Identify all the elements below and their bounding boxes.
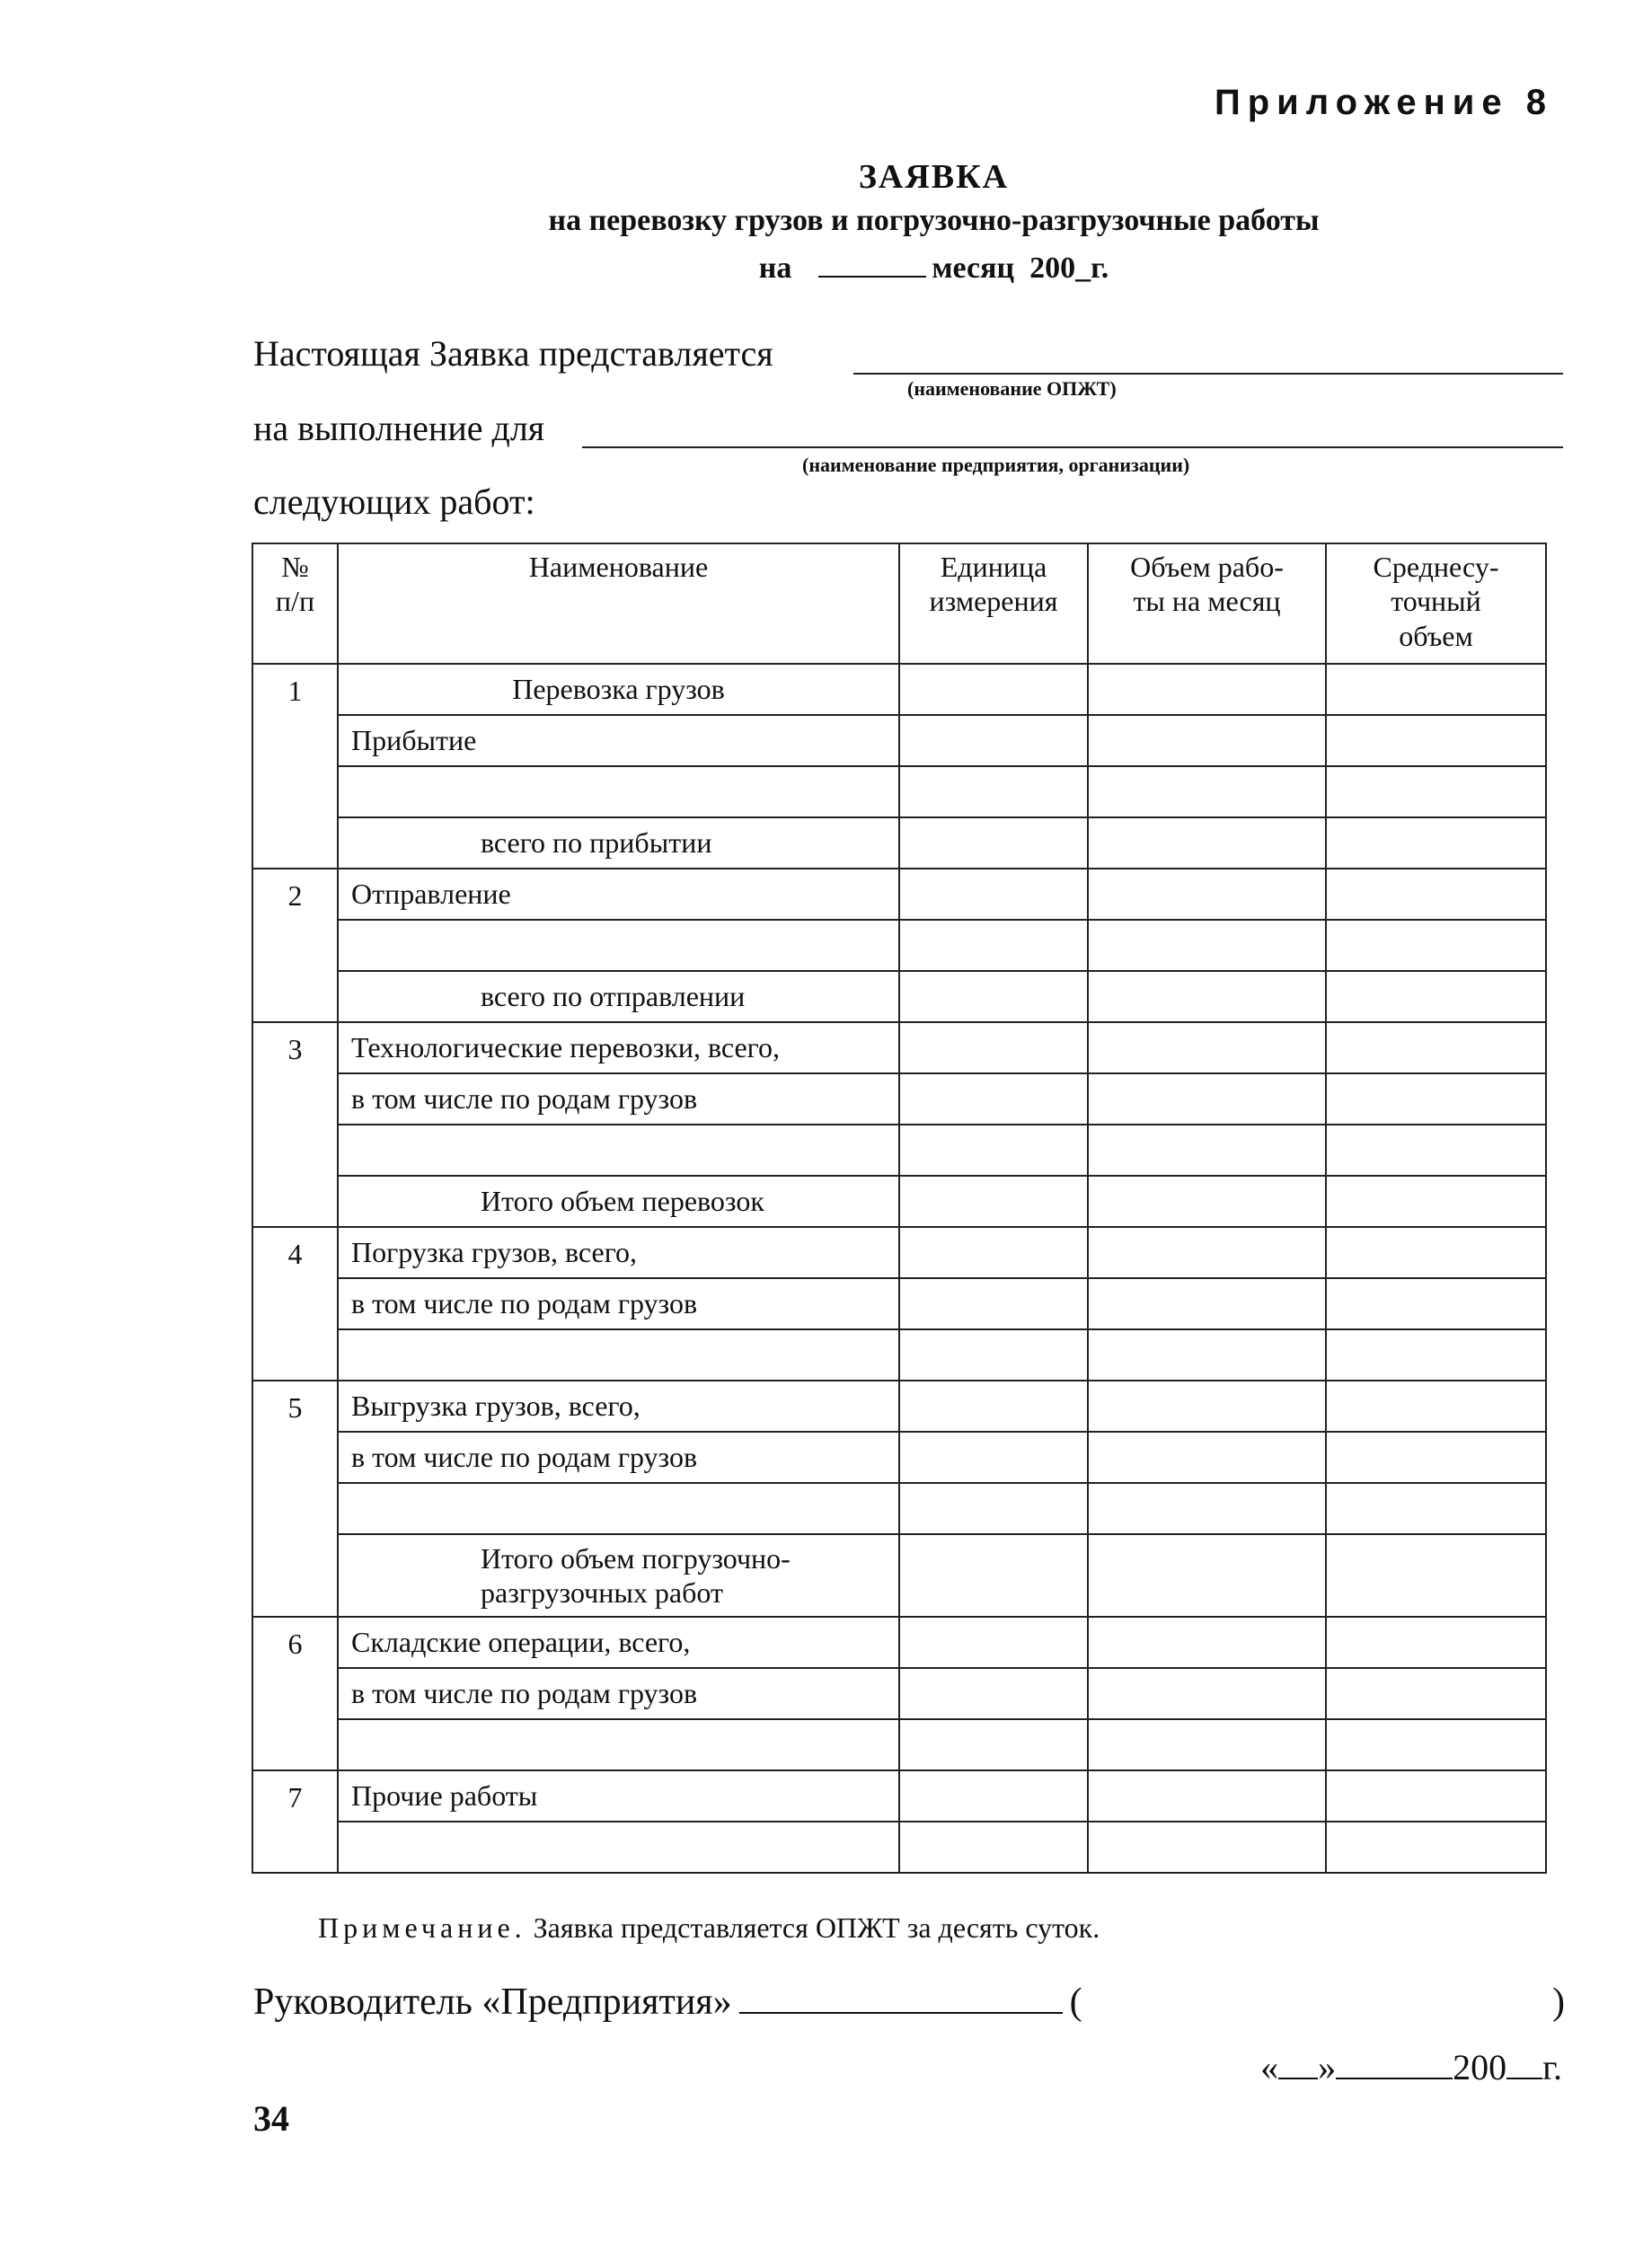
table-row bbox=[252, 1432, 1546, 1483]
table-row bbox=[252, 1483, 1546, 1534]
volume-cell[interactable] bbox=[1088, 1176, 1326, 1227]
date-line bbox=[1260, 2046, 1562, 2088]
table-row bbox=[252, 1329, 1546, 1381]
volume-cell[interactable] bbox=[1088, 920, 1326, 971]
note-text: Заявка представляется ОПЖТ за десять суток. bbox=[533, 1911, 1100, 1944]
row-number-cell: 7 bbox=[252, 1770, 338, 1873]
unit-cell[interactable] bbox=[899, 1617, 1088, 1668]
signature-line bbox=[253, 1981, 1565, 2024]
volume-cell[interactable] bbox=[1088, 1770, 1326, 1822]
header-daily-line: объем bbox=[1399, 619, 1473, 652]
daily-cell[interactable] bbox=[1326, 1432, 1546, 1483]
for-caption: (наименование предприятия, организации) bbox=[802, 454, 1190, 476]
daily-cell[interactable] bbox=[1326, 817, 1546, 869]
appendix-label: Приложение 8 bbox=[1215, 83, 1553, 122]
table-row bbox=[252, 1125, 1546, 1176]
unit-cell[interactable] bbox=[899, 715, 1088, 766]
daily-cell[interactable] bbox=[1326, 1617, 1546, 1668]
unit-cell[interactable] bbox=[899, 1073, 1088, 1125]
note bbox=[318, 1911, 1100, 1945]
row-name-line: разгрузочных работ bbox=[481, 1576, 723, 1609]
header-volume bbox=[1088, 543, 1326, 664]
table-row bbox=[252, 1822, 1546, 1873]
table-row bbox=[252, 1617, 1546, 1668]
unit-cell[interactable] bbox=[899, 920, 1088, 971]
volume-cell[interactable] bbox=[1088, 1668, 1326, 1719]
table-row bbox=[252, 1534, 1546, 1617]
volume-cell[interactable] bbox=[1088, 1534, 1326, 1617]
unit-cell[interactable] bbox=[899, 1381, 1088, 1432]
table-row bbox=[252, 1719, 1546, 1770]
header-unit-line: измерения bbox=[929, 585, 1058, 618]
table-row bbox=[252, 766, 1546, 817]
signature-close-paren: ) bbox=[1552, 1981, 1565, 2023]
unit-cell[interactable] bbox=[899, 971, 1088, 1022]
header-name bbox=[338, 543, 899, 664]
page-number: 34 bbox=[253, 2098, 289, 2139]
presented-label: Настоящая Заявка представляется bbox=[253, 333, 773, 374]
date-suffix: г. bbox=[1542, 2047, 1562, 2087]
daily-cell[interactable] bbox=[1326, 664, 1546, 715]
daily-cell[interactable] bbox=[1326, 971, 1546, 1022]
daily-cell[interactable] bbox=[1326, 1022, 1546, 1073]
header-daily bbox=[1326, 543, 1546, 664]
header-volume-line: Объем рабо- bbox=[1130, 551, 1284, 583]
row-number-cell: 1 bbox=[252, 664, 338, 869]
row-name-cell: Прибытие bbox=[338, 715, 899, 766]
header-volume-line: ты на месяц bbox=[1133, 585, 1281, 618]
table-row bbox=[252, 1278, 1546, 1329]
volume-cell[interactable] bbox=[1088, 817, 1326, 869]
daily-cell[interactable] bbox=[1326, 1483, 1546, 1534]
table-header-row bbox=[252, 543, 1546, 664]
unit-cell[interactable] bbox=[899, 1668, 1088, 1719]
table-row bbox=[252, 1073, 1546, 1125]
month-blank bbox=[818, 276, 926, 278]
header-num-line: № bbox=[281, 551, 309, 583]
row-name-cell: Прочие работы bbox=[338, 1770, 899, 1822]
volume-cell[interactable] bbox=[1088, 1719, 1326, 1770]
header-unit-line: Единица bbox=[940, 551, 1047, 583]
table-row bbox=[252, 817, 1546, 869]
volume-cell[interactable] bbox=[1088, 869, 1326, 920]
header-unit bbox=[899, 543, 1088, 664]
row-name-cell: Итого объем перевозок bbox=[338, 1176, 899, 1227]
daily-cell[interactable] bbox=[1326, 1278, 1546, 1329]
volume-cell[interactable] bbox=[1088, 1617, 1326, 1668]
daily-cell[interactable] bbox=[1326, 1073, 1546, 1125]
table-row bbox=[252, 1770, 1546, 1822]
table-row bbox=[252, 1176, 1546, 1227]
unit-cell[interactable] bbox=[899, 869, 1088, 920]
unit-cell[interactable] bbox=[899, 1534, 1088, 1617]
period-year: 200_г. bbox=[1029, 252, 1109, 285]
volume-cell[interactable] bbox=[1088, 1822, 1326, 1873]
day-blank bbox=[1278, 2078, 1318, 2079]
row-name-cell: Складские операции, всего, bbox=[338, 1617, 899, 1668]
row-name-cell: Выгрузка грузов, всего, bbox=[338, 1381, 899, 1432]
row-name-cell: Технологические перевозки, всего, bbox=[338, 1022, 899, 1073]
table-row bbox=[252, 1022, 1546, 1073]
daily-cell[interactable] bbox=[1326, 1534, 1546, 1617]
table-row bbox=[252, 715, 1546, 766]
daily-cell[interactable] bbox=[1326, 715, 1546, 766]
daily-cell[interactable] bbox=[1326, 1822, 1546, 1873]
row-name-cell bbox=[338, 1125, 899, 1176]
row-name-cell bbox=[338, 1534, 899, 1617]
header-num-line: п/п bbox=[275, 585, 315, 618]
row-name-cell: Погрузка грузов, всего, bbox=[338, 1227, 899, 1278]
unit-cell[interactable] bbox=[899, 1432, 1088, 1483]
header-daily-line: точный bbox=[1391, 585, 1481, 618]
unit-cell[interactable] bbox=[899, 1022, 1088, 1073]
signature-blank bbox=[739, 2012, 1063, 2014]
works-label: следующих работ: bbox=[253, 481, 535, 522]
row-name-cell bbox=[338, 766, 899, 817]
month-blank bbox=[1336, 2078, 1453, 2079]
presented-blank-line bbox=[853, 373, 1563, 375]
row-number-cell: 5 bbox=[252, 1381, 338, 1617]
unit-cell[interactable] bbox=[899, 1125, 1088, 1176]
row-name-cell: в том числе по родам грузов bbox=[338, 1668, 899, 1719]
header-name-line: Наименование bbox=[528, 551, 709, 583]
for-blank-line bbox=[582, 446, 1563, 448]
volume-cell[interactable] bbox=[1088, 971, 1326, 1022]
volume-cell[interactable] bbox=[1088, 1022, 1326, 1073]
unit-cell[interactable] bbox=[899, 1278, 1088, 1329]
for-label: на выполнение для bbox=[253, 408, 545, 448]
year-blank bbox=[1506, 2078, 1542, 2079]
date-open-quote: « bbox=[1260, 2047, 1279, 2087]
unit-cell[interactable] bbox=[899, 664, 1088, 715]
row-name-cell: всего по прибытии bbox=[338, 817, 899, 869]
daily-cell[interactable] bbox=[1326, 1381, 1546, 1432]
volume-cell[interactable] bbox=[1088, 664, 1326, 715]
row-number-cell: 3 bbox=[252, 1022, 338, 1227]
table-row bbox=[252, 1381, 1546, 1432]
row-name-cell bbox=[338, 920, 899, 971]
unit-cell[interactable] bbox=[899, 1227, 1088, 1278]
signature-open-paren: ( bbox=[1069, 1981, 1082, 2023]
row-number-cell: 4 bbox=[252, 1227, 338, 1381]
document-subtitle: на перевозку грузов и погрузочно-разгрузочные работы bbox=[548, 204, 1320, 237]
unit-cell[interactable] bbox=[899, 1176, 1088, 1227]
daily-cell[interactable] bbox=[1326, 1770, 1546, 1822]
row-name-cell: в том числе по родам грузов bbox=[338, 1432, 899, 1483]
row-number-cell: 2 bbox=[252, 869, 338, 1022]
table-row bbox=[252, 664, 1546, 715]
table-row bbox=[252, 869, 1546, 920]
row-name-cell bbox=[338, 1483, 899, 1534]
header-daily-line: Среднесу- bbox=[1373, 551, 1499, 583]
row-name-cell: всего по отправлении bbox=[338, 971, 899, 1022]
unit-cell[interactable] bbox=[899, 817, 1088, 869]
daily-cell[interactable] bbox=[1326, 1176, 1546, 1227]
table-row bbox=[252, 1227, 1546, 1278]
daily-cell[interactable] bbox=[1326, 1668, 1546, 1719]
daily-cell[interactable] bbox=[1326, 920, 1546, 971]
row-name-cell bbox=[338, 1719, 899, 1770]
row-number-cell: 6 bbox=[252, 1617, 338, 1770]
volume-cell[interactable] bbox=[1088, 1278, 1326, 1329]
unit-cell[interactable] bbox=[899, 1483, 1088, 1534]
unit-cell[interactable] bbox=[899, 1329, 1088, 1381]
volume-cell[interactable] bbox=[1088, 1073, 1326, 1125]
unit-cell[interactable] bbox=[899, 1719, 1088, 1770]
note-label: Примечание. bbox=[318, 1911, 526, 1944]
volume-cell[interactable] bbox=[1088, 1125, 1326, 1176]
date-year: 200 bbox=[1453, 2047, 1507, 2087]
signature-label: Руководитель «Предприятия» bbox=[253, 1981, 732, 2023]
volume-cell[interactable] bbox=[1088, 1483, 1326, 1534]
daily-cell[interactable] bbox=[1326, 869, 1546, 920]
volume-cell[interactable] bbox=[1088, 1227, 1326, 1278]
row-name-cell: Перевозка грузов bbox=[338, 664, 899, 715]
row-name-line: Итого объем погрузочно- bbox=[481, 1541, 791, 1575]
table-row bbox=[252, 1668, 1546, 1719]
daily-cell[interactable] bbox=[1326, 1719, 1546, 1770]
unit-cell[interactable] bbox=[899, 1770, 1088, 1822]
volume-cell[interactable] bbox=[1088, 766, 1326, 817]
row-name-cell: в том числе по родам грузов bbox=[338, 1073, 899, 1125]
volume-cell[interactable] bbox=[1088, 1329, 1326, 1381]
table-row bbox=[252, 920, 1546, 971]
daily-cell[interactable] bbox=[1326, 1125, 1546, 1176]
date-close-quote: » bbox=[1318, 2047, 1337, 2087]
volume-cell[interactable] bbox=[1088, 1381, 1326, 1432]
period-month-label: месяц bbox=[932, 252, 1015, 285]
period-line bbox=[108, 252, 1652, 286]
header-num bbox=[252, 543, 338, 664]
daily-cell[interactable] bbox=[1326, 1227, 1546, 1278]
period-prefix: на bbox=[758, 252, 792, 285]
table-row bbox=[252, 971, 1546, 1022]
document-title: ЗАЯВКА bbox=[858, 158, 1010, 196]
row-name-cell bbox=[338, 1822, 899, 1873]
unit-cell[interactable] bbox=[899, 1822, 1088, 1873]
row-name-cell: в том числе по родам грузов bbox=[338, 1278, 899, 1329]
daily-cell[interactable] bbox=[1326, 1329, 1546, 1381]
row-name-cell bbox=[338, 1329, 899, 1381]
presented-caption: (наименование ОПЖТ) bbox=[907, 377, 1117, 400]
unit-cell[interactable] bbox=[899, 766, 1088, 817]
request-table bbox=[252, 543, 1547, 1874]
daily-cell[interactable] bbox=[1326, 766, 1546, 817]
row-name-cell: Отправление bbox=[338, 869, 899, 920]
volume-cell[interactable] bbox=[1088, 715, 1326, 766]
volume-cell[interactable] bbox=[1088, 1432, 1326, 1483]
